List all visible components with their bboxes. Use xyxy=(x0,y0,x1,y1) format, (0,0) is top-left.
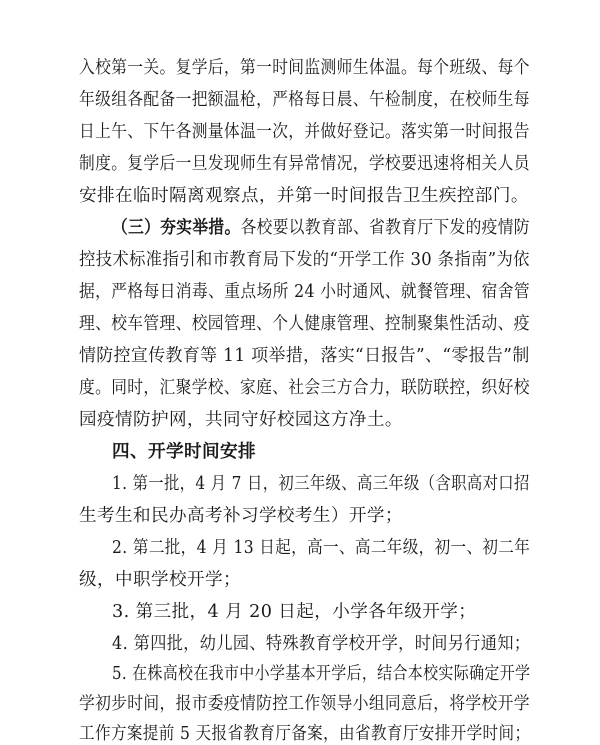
list-item-line: 5. 在株高校在我市中小学基本开学后，结合本校实际确定开学 xyxy=(112,664,531,684)
paragraph-line: 入校第一关。复学后，第一时间监测师生体温。每个班级、每个 xyxy=(79,58,530,78)
list-item-line: 1. 第一批，4 月 7 日，初三年级、高三年级（含职高对口招 xyxy=(112,474,530,494)
paragraph-line: 控技术标准指引和市教育局下发的“开学工作 30 条指南”为依 xyxy=(79,250,530,270)
paragraph-line: 理、校车管理、校园管理、个人健康管理、控制聚集性活动、疫 xyxy=(79,314,530,334)
paragraph-line: 情防控宣传教育等 11 项举措，落实“日报告”、“零报告”制 xyxy=(79,346,530,366)
list-item-line: 3. 第三批，4 月 20 日起，小学各年级开学； xyxy=(112,602,477,622)
list-item-line: 4. 第四批，幼儿园、特殊教育学校开学，时间另行通知； xyxy=(112,634,531,654)
paragraph-line: 日上午、下午各测量体温一次，并做好登记。落实第一时间报告 xyxy=(79,122,530,142)
paragraph-line: 园疫情防护网，共同守好校园这方净土。 xyxy=(79,410,403,430)
paragraph-line: 度。同时，汇聚学校、家庭、社会三方合力，联防联控，织好校 xyxy=(79,378,530,398)
list-item-line: 学初步时间，报市委疫情防控工作领导小组同意后，将学校开学 xyxy=(79,694,530,714)
list-item-line: 2. 第二批，4 月 13 日起，高一、高二年级，初一、初二年 xyxy=(112,538,531,558)
paragraph-line: 制度。复学后一旦发现师生有异常情况，学校要迅速将相关人员 xyxy=(79,154,530,174)
list-item-line: 级，中职学校开学； xyxy=(79,570,241,590)
section-heading: 四、开学时间安排 xyxy=(112,442,256,462)
list-item-line: 生考生和民办高考补习学校考生）开学； xyxy=(79,506,403,526)
paragraph-line: 安排在临时隔离观察点，并第一时间报告卫生疾控部门。 xyxy=(79,186,529,206)
paragraph-line: 据，严格每日消毒、重点场所 24 小时通风、就餐管理、宿舍管 xyxy=(79,282,531,302)
paragraph-first-line xyxy=(112,217,530,239)
paragraph-line: 年级组各配备一把额温枪，严格每日晨、午检制度，在校师生每 xyxy=(79,90,530,110)
paragraph-text: 各校要以教育部、省教育厅下发的疫情防 xyxy=(240,218,530,238)
list-item-line: 工作方案提前 5 天报省教育厅备案，由省教育厅安排开学时间； xyxy=(79,724,531,744)
subsection-title: （三）夯实举措。 xyxy=(112,217,241,238)
